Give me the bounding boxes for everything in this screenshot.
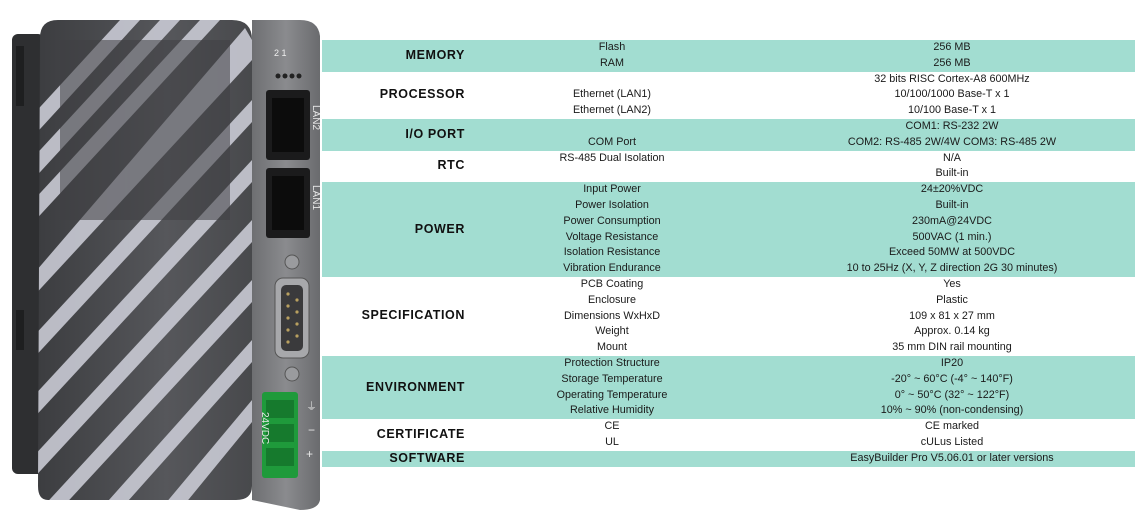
spec-row xyxy=(322,309,1135,325)
spec-value xyxy=(812,119,1092,151)
section-name: POWER xyxy=(414,221,465,236)
spec-label: Mount xyxy=(596,341,627,354)
section-name: PROCESSOR xyxy=(379,87,465,102)
spec-value: -20° ~ 60°C (-4° ~ 140°F) xyxy=(891,372,1013,385)
spec-value: 256 MB xyxy=(933,41,971,53)
spec-value: 10/100/1000 Base-T x 1 xyxy=(894,88,1010,101)
section-name: MEMORY xyxy=(405,47,465,62)
spec-row xyxy=(322,419,1135,435)
section-name: I/O PORT xyxy=(405,126,465,141)
spec-row xyxy=(322,151,1135,167)
spec-value: 109 x 81 x 27 mm xyxy=(909,309,995,322)
spec-value: 500VAC (1 min.) xyxy=(912,230,992,243)
spec-value: 10% ~ 90% (non-condensing) xyxy=(880,404,1024,417)
spec-row xyxy=(322,388,1135,404)
spec-section xyxy=(322,119,1135,151)
spec-row xyxy=(322,403,1135,419)
section-name: CERTIFICATE xyxy=(376,426,465,441)
spec-label: Enclosure xyxy=(587,293,636,306)
spec-section xyxy=(322,356,1135,419)
spec-row xyxy=(322,182,1135,198)
led-labels: 2 1 xyxy=(274,48,287,58)
screw-icon xyxy=(285,367,299,381)
spec-label: Protection Structure xyxy=(564,356,660,369)
lan2-label: LAN2 xyxy=(310,105,321,131)
spec-row xyxy=(322,372,1135,388)
spec-label: Isolation Resistance xyxy=(563,246,661,259)
section-name: RTC xyxy=(437,158,465,173)
lan1-label: LAN1 xyxy=(310,185,321,211)
spec-row xyxy=(322,103,1135,119)
spec-label: COM Port xyxy=(588,135,636,148)
spec-value-line: COM2: RS-485 2W/4W COM3: RS-485 2W xyxy=(847,135,1057,148)
spec-section xyxy=(322,151,1135,183)
spec-label: Storage Temperature xyxy=(561,372,663,385)
spec-value: 10/100 Base-T x 1 xyxy=(907,104,997,117)
spec-label: Power Consumption xyxy=(563,214,661,227)
spec-value: Built-in xyxy=(935,167,969,180)
screw-icon xyxy=(285,255,299,269)
spec-value: Plastic xyxy=(936,293,968,306)
spec-value-line: COM1: RS-232 2W xyxy=(905,119,999,132)
spec-value: 35 mm DIN rail mounting xyxy=(892,341,1012,354)
spec-row xyxy=(322,56,1135,72)
spec-value: Built-in xyxy=(935,198,969,211)
spec-section xyxy=(322,72,1135,119)
spec-label: Voltage Resistance xyxy=(565,230,659,243)
spec-value: N/A xyxy=(943,151,961,164)
spec-label: Operating Temperature xyxy=(556,388,668,401)
spec-row xyxy=(322,435,1135,451)
spec-row xyxy=(322,214,1135,230)
spec-row xyxy=(322,261,1135,277)
spec-value: 0° ~ 50°C (32° ~ 122°F) xyxy=(894,388,1010,401)
section-name: SPECIFICATION xyxy=(361,308,465,323)
section-name: ENVIRONMENT xyxy=(366,379,465,394)
spec-label: Relative Humidity xyxy=(569,404,654,417)
spec-section xyxy=(322,182,1135,277)
spec-value: cULus Listed xyxy=(920,435,984,448)
spec-row xyxy=(322,324,1135,340)
spec-row xyxy=(322,230,1135,246)
spec-row xyxy=(322,119,1135,151)
spec-label: RAM xyxy=(600,56,624,69)
spec-row xyxy=(322,340,1135,356)
spec-row xyxy=(322,87,1135,103)
spec-section xyxy=(322,40,1135,72)
plus-label: + xyxy=(306,447,314,461)
spec-row xyxy=(322,451,1135,467)
spec-row xyxy=(322,356,1135,372)
spec-section xyxy=(322,451,1135,467)
spec-value: Yes xyxy=(943,277,961,290)
spec-table xyxy=(322,40,1135,467)
ground-icon: ⏚ xyxy=(306,400,317,413)
section-name: SOFTWARE xyxy=(389,450,465,465)
spec-label: PCB Coating xyxy=(580,277,644,290)
spec-value: 32 bits RISC Cortex-A8 600MHz xyxy=(874,72,1030,85)
spec-row xyxy=(322,40,1135,56)
spec-label: RS-485 Dual Isolation xyxy=(559,151,665,164)
spec-label: Dimensions WxHxD xyxy=(564,309,660,322)
spec-value: EasyBuilder Pro V5.06.01 or later versions xyxy=(850,451,1054,464)
spec-label: CE xyxy=(604,420,620,433)
minus-label: − xyxy=(308,423,316,437)
spec-label: Input Power xyxy=(583,183,641,196)
spec-row xyxy=(322,245,1135,261)
spec-row xyxy=(322,72,1135,88)
spec-section xyxy=(322,277,1135,356)
power-label: 24VDC xyxy=(259,412,270,445)
spec-label: Weight xyxy=(595,325,629,338)
spec-value: 230mA@24VDC xyxy=(912,214,992,227)
spec-value: CE marked xyxy=(924,420,979,433)
spec-label: Ethernet (LAN2) xyxy=(572,104,651,117)
spec-row xyxy=(322,166,1135,182)
spec-value: 256 MB xyxy=(933,56,971,69)
device-illustration xyxy=(0,0,330,519)
spec-section xyxy=(322,419,1135,451)
spec-value: Approx. 0.14 kg xyxy=(914,325,990,338)
spec-row xyxy=(322,277,1135,293)
spec-label: Flash xyxy=(598,41,626,53)
spec-row xyxy=(322,198,1135,214)
spec-value: 10 to 25Hz (X, Y, Z direction 2G 30 minutes) xyxy=(846,262,1058,275)
spec-label: Power Isolation xyxy=(575,198,649,211)
spec-value: Exceed 50MW at 500VDC xyxy=(888,246,1016,259)
spec-label: Vibration Endurance xyxy=(563,262,661,275)
spec-label: UL xyxy=(605,435,619,448)
spec-row xyxy=(322,293,1135,309)
spec-value: 24±20%VDC xyxy=(920,183,984,196)
spec-label: Ethernet (LAN1) xyxy=(572,88,651,101)
spec-value: IP20 xyxy=(940,356,964,369)
